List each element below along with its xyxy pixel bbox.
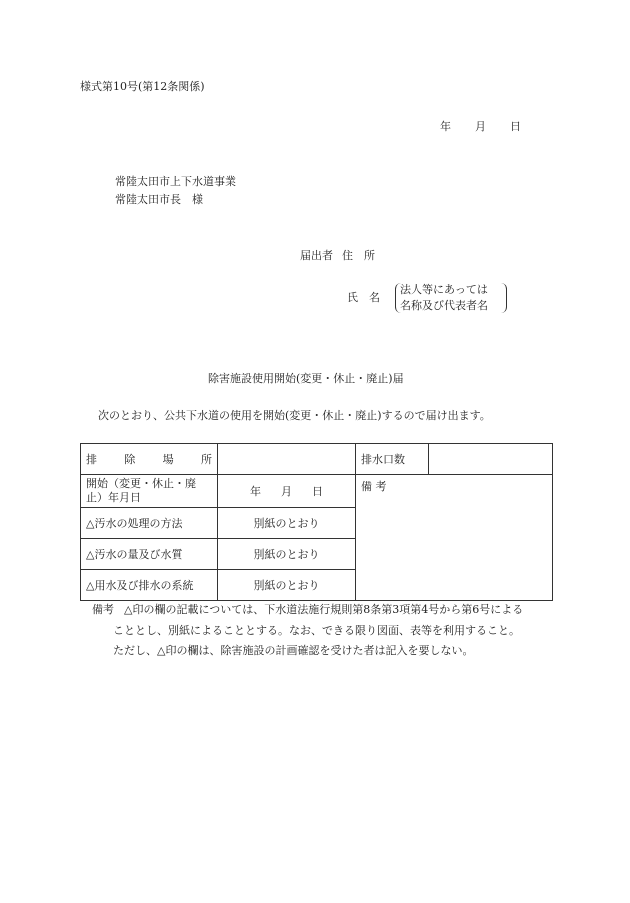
row-label: △用水及び排水の系統 [81,570,218,601]
row-value: 別紙のとおり [218,570,356,601]
table-row [81,475,553,508]
notes-line2: こととし、別紙によることとする。なお、できる限り図面、表等を利用すること。 [113,624,520,637]
table-row [81,444,553,475]
notes-heading: 備考 [92,603,114,616]
start-date-month: 月 [281,485,292,498]
intro-text: 次のとおり、公共下水道の使用を開始(変更・休止・廃止)するので届け出ます。 [98,409,491,422]
start-date-day: 日 [312,485,323,498]
applicant-label: 届出者 [300,249,333,262]
start-date-label-text: 開始（変更・休止・廃止）年月日 [86,477,196,504]
addressee-line2: 常陸太田市長 様 [115,193,203,206]
remarks-label: 備 考 [361,480,387,493]
remarks-cell[interactable] [356,475,553,601]
date-year: 年 [440,120,451,133]
address-label: 住 所 [342,249,375,262]
location-label-cell [81,444,218,475]
date-line [440,120,521,134]
notes-text-1: △印の欄の記載については、下水道法施行規則第8条第3項第4号から第6号による [124,603,524,616]
location-value-cell[interactable] [218,444,356,475]
start-date-label [81,475,218,508]
notification-table [80,443,553,601]
location-label-char: 排 [86,453,97,466]
location-label-char: 除 [124,453,136,466]
row-label: △汚水の量及び水質 [81,539,218,570]
row-value: 別紙のとおり [218,539,356,570]
corporate-note-line2: 名称及び代表者名 [400,299,488,312]
outlet-count-value-cell[interactable] [429,444,553,475]
document-title: 除害施設使用開始(変更・休止・廃止)届 [208,372,404,385]
applicant-address [300,249,375,263]
row-label: △汚水の処理の方法 [81,508,218,539]
row-value: 別紙のとおり [218,508,356,539]
date-day: 日 [510,120,521,133]
start-date-value-cell[interactable] [218,475,356,508]
date-month: 月 [475,120,486,133]
notes-line1 [92,600,523,619]
location-label-char: 場 [162,453,174,466]
form-number: 様式第10号(第12条関係) [80,80,205,93]
start-date-year: 年 [250,485,261,498]
corporate-note-line1: 法人等にあっては [400,283,488,296]
name-label: 氏 名 [347,291,380,304]
outlet-count-label: 排水口数 [356,444,429,475]
addressee-line1: 常陸太田市上下水道事業 [115,175,236,188]
notes-line3: ただし、△印の欄は、除害施設の計画確認を受けた者は記入を要しない。 [113,644,474,657]
location-label-char: 所 [200,453,212,466]
